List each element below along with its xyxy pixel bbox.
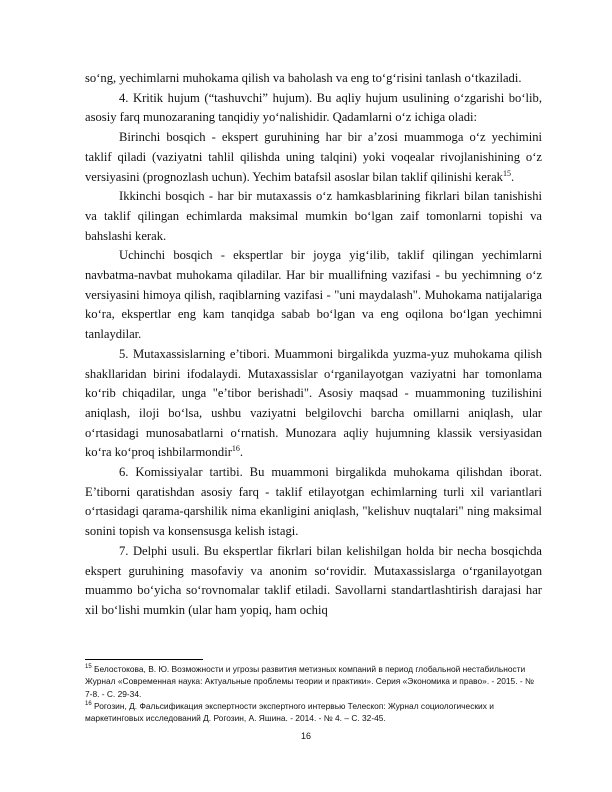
footnote-16 [85,700,542,725]
paragraph-critical-attack: 4. Kritik hujum (“tashuvchi” hujum). Bu aqliy hujum usulining o‘zgarishi bo‘lib, asosiy farq munozaraning tanqidiy yo‘nalishidir. Qadamlarni o‘z ichiga oladi: [85,90,542,125]
paragraph-text: Birinchi bosqich - ekspert guruhining har bir a’zosi muammoga o‘z yechimini taklif qiladi (vaziyatni tahlil qilishda uning talqini) yoki voqealar rivojlanishining o‘z versiyasini (prognozlash uchun). Yechim batafsil asoslar bilan taklif qilinishi kerak [85,130,542,184]
paragraph-delphi: 7. Delphi usuli. Bu ekspertlar fikrlari bilan kelishilgan holda bir necha bosqichda ekspert guruhining masofaviy va anonim so‘rovidir. Mutaxassislarga o‘rganilayotgan muammo bo‘yicha so‘rovnomalar taklif etiladi. Savollarni standartlashtirish darajasi har xil bo‘lishi mumkin (ular ham yopiq, ham ochiq [85,543,542,617]
paragraph-stage-two: Ikkinchi bosqich - har bir mutaxassis o‘z hamkasblarining fikrlari bilan tanishishi va taklif qilingan echimlarda maksimal mumkin bo‘lgan zaif tomonlarni topishi va bahslashi kerak. [85,189,542,243]
footnotes [85,663,542,724]
paragraph-stage-three: Uchinchi bosqich - ekspertlar bir joyga yig‘ilib, taklif qilingan yechimlarni navbatma-navbat muhokama qiladilar. Har bir muallifning vazifasi - bu yechimning o‘z versiyasini himoya qilish, raqiblarning vazifasi - "uni maydalash". Muhokama natijalariga ko‘ra, ekspertlar eng kam tanqidga sabab bo‘lgan va eng oqilona bo‘lgan yechimni tanlaydilar. [85,248,542,342]
footnote-ref-15[interactable]: 15 [502,168,511,178]
paragraph-expert-attention [85,345,542,463]
footnote-15 [85,663,542,700]
paragraph-commission: 6. Komissiyalar tartibi. Bu muammoni birgalikda muhokama qilishdan iborat. E’tiborni qaratishdan asosiy farq - taklif etilayotgan echimlarning turli xil variantlari o‘rtasidagi qarama-qarshilik nima ekanligini aniqlash, "kelishuv nuqtalari" ning maksimal sonini topish va konsensusga kelish istagi. [85,465,542,539]
footnote-number: 16 [85,701,92,708]
footnote-number: 15 [85,664,92,671]
paragraph: so‘ng, yechimlarni muhokama qilish va baholash va eng to‘g‘risini tanlash o‘tkaziladi. [85,71,522,85]
footnote-text: Рогозин, Д. Фальсификация экспертности экспертного интервью Телескоп: Журнал социологических и маркетинговых исследований Д. Рогозин, А. Яшина. - 2014. - № 4. – С. 32-45. [85,700,494,724]
footnote-divider [85,659,203,660]
page-number: 16 [300,731,311,741]
paragraph-stage-one [85,128,542,187]
footnote-text: Белостокова, В. Ю. Возможности и угрозы развития метизных компаний в период глобальной нестабильности Журнал «Современная наука: Актуальные проблемы теории и практики». Серия «Экономика и право». - 2015. - № 7-8. - С. 29-34. [85,664,534,699]
main-text [85,69,542,621]
period: . [239,445,244,460]
period: . [510,169,515,184]
paragraph-text: 5. Mutaxassislarning e’tibori. Muammoni birgalikda yuzma-yuz muhokama qilish shakllaridan birini ifodalaydi. Mutaxassislar o‘rganilayotgan vaziyatni har tomonlama ko‘rib chiqadilar, unga "e’tibor berishadi". Asosiy maqsad - muammoning tuzilishini aniqlash, iloji bo‘lsa, ushbu vaziyatni belgilovchi barcha omillarni aniqlash, ular o‘rtasidagi munosabatlarni o‘rnatish. Munozara aqliy hujumning klassik versiyasidan ko‘ra ko‘proq ishbilarmondir [85,346,542,460]
footnote-ref-16[interactable]: 16 [231,444,240,454]
